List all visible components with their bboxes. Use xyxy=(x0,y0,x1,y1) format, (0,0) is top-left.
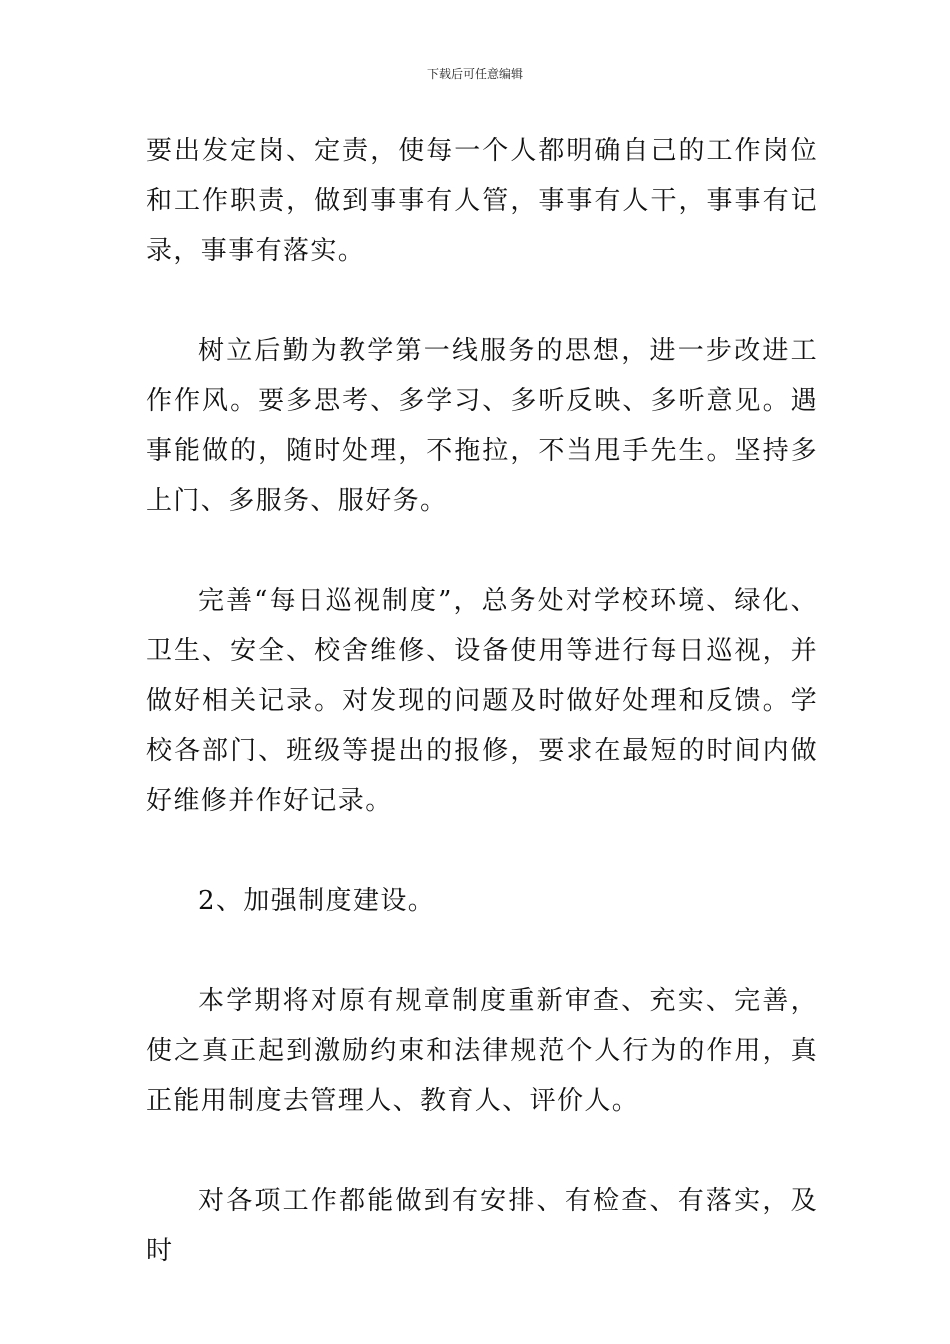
paragraph-gap xyxy=(146,526,818,576)
paragraph-gap xyxy=(146,1126,818,1176)
paragraph-gap xyxy=(146,276,818,326)
paragraph-4: 本学期将对原有规章制度重新审查、充实、完善，使之真正起到激励约束和法律规范个人行为的作用，真正能用制度去管理人、教育人、评价人。 xyxy=(146,986,818,1116)
paragraph-2: 树立后勤为教学第一线服务的思想，进一步改进工作作风。要多思考、多学习、多听反映、多听意见。遇事能做的，随时处理，不拖拉，不当甩手先生。坚持多上门、多服务、服好务。 xyxy=(146,336,818,516)
paragraph-5: 对各项工作都能做到有安排、有检查、有落实，及时 xyxy=(146,1186,818,1266)
paragraph-gap xyxy=(146,926,818,976)
paragraph-1: 要出发定岗、定责，使每一个人都明确自己的工作岗位和工作职责，做到事事有人管，事事有人干，事事有记录，事事有落实。 xyxy=(146,136,818,266)
document-body xyxy=(146,126,818,1276)
section-heading: 2、加强制度建设。 xyxy=(198,886,436,916)
page-header: 下载后可任意编辑 xyxy=(426,67,523,81)
paragraph-gap xyxy=(146,826,818,876)
paragraph-3: 完善“每日巡视制度”，总务处对学校环境、绿化、卫生、安全、校舍维修、设备使用等进行每日巡视，并做好相关记录。对发现的问题及时做好处理和反馈。学校各部门、班级等提出的报修，要求在最短的时间内做好维修并作好记录。 xyxy=(146,586,818,816)
